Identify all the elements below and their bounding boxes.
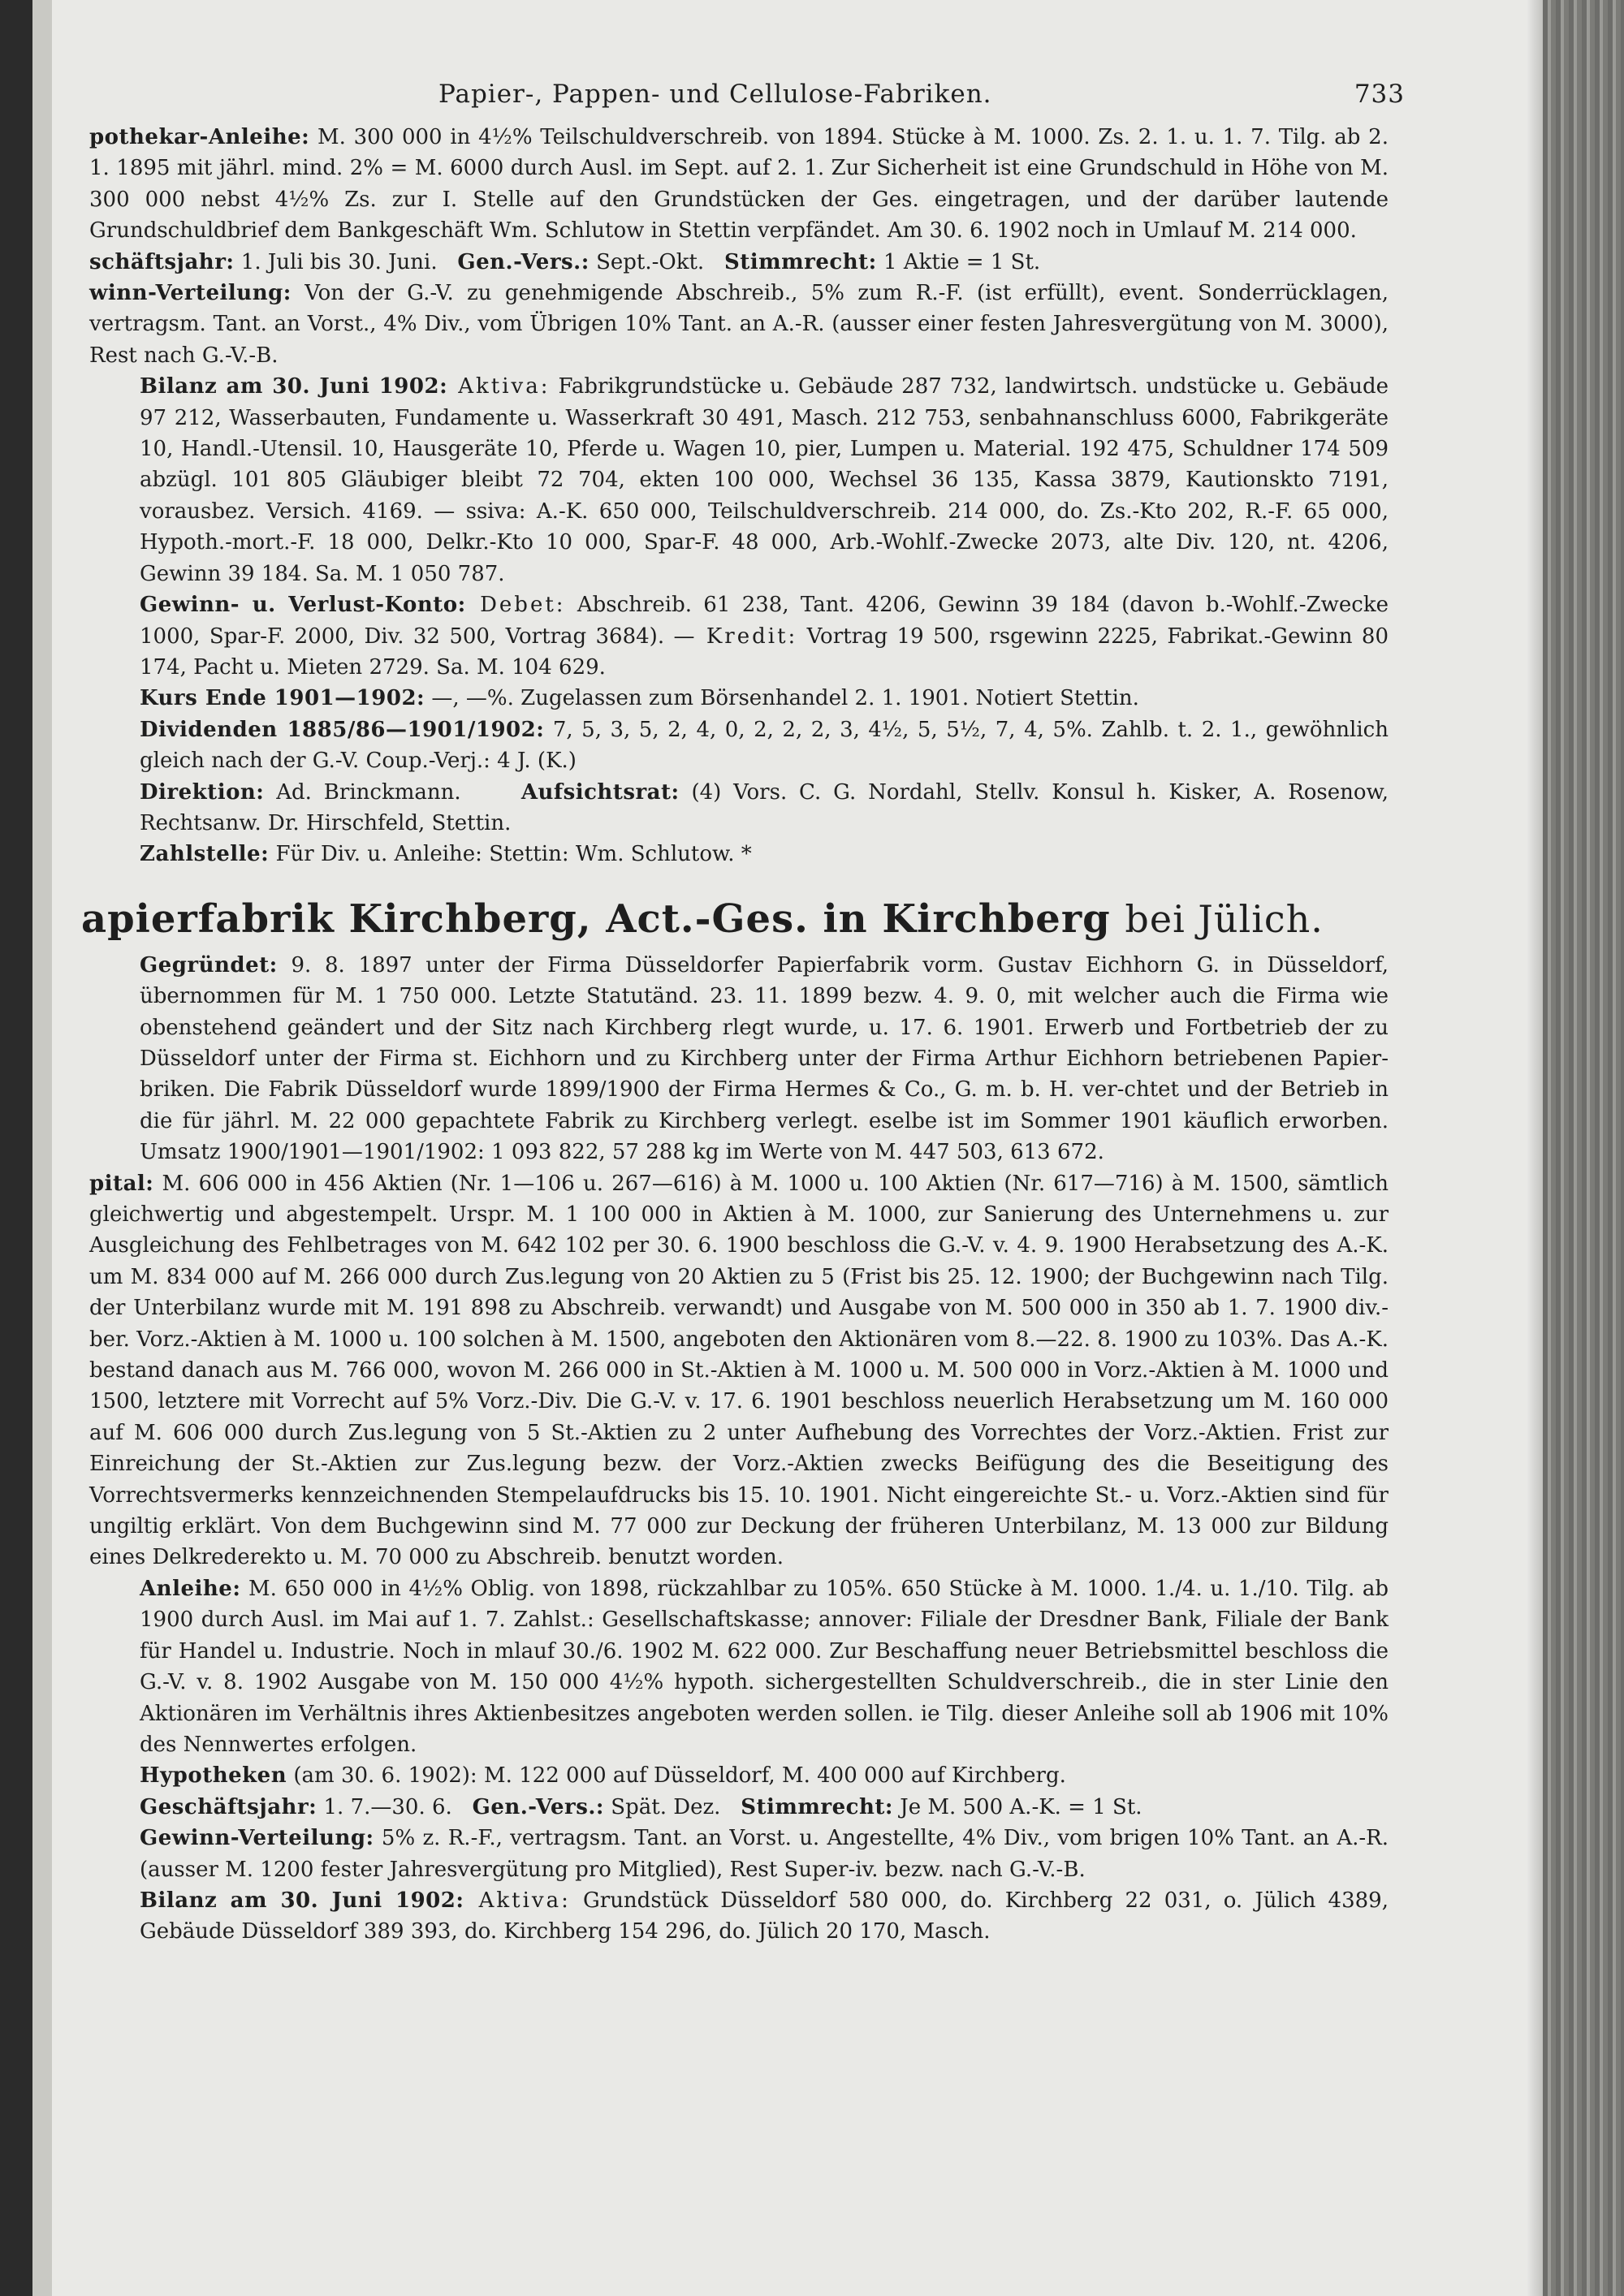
entry-zahlstelle: Zahlstelle: Für Div. u. Anleihe: Stettin: Wm. Schlutow. *: [140, 842, 752, 867]
entry-dividenden: Dividenden 1885/86—1901/1902: 7, 5, 3, 5, 2, 4, 0, 2, 2, 2, 3, 4½, 5, 5½, 7, 4, 5%. Zahlb. t. 2. 1., gewöhnlich gleich nach der G.-V. Coup.-Verj.: 4 J. (K.): [140, 717, 1389, 774]
scan-left-margin: [32, 0, 52, 2296]
section-previous-company: [89, 122, 1389, 870]
entry-gewinn-verteilung: winn-Verteilung: Von der G.-V. zu genehmigende Abschreib., 5% zum R.-F. (ist erfüllt), event. Sonderrücklagen, vertragsm. Tant. an Vorst., 4% Div., vom Übrigen 10% Tant. an A.-R. (ausser einer festen Jahresvergütung von M. 3000), Rest nach G.-V.-B.: [89, 281, 1389, 368]
page-content: [81, 73, 1405, 1948]
entry-hypotheken: Hypotheken (am 30. 6. 1902): M. 122 000 auf Düsseldorf, M. 400 000 auf Kirchberg.: [140, 1763, 1066, 1789]
entry-bilanz: Bilanz am 30. Juni 1902: Aktiva: Fabrikgrundstücke u. Gebäude 287 732, landwirtsch. undstücke u. Gebäude 97 212, Wasserbauten, Fundamente u. Wasserkraft 30 491, Masch. 212 753, senbahnanschluss 6000, Fabrikgeräte 10, Handl.-Utensil. 10, Hausgeräte 10, Pferde u. Wagen 10, pier, Lumpen u. Material. 192 475, Schuldner 174 509 abzügl. 101 805 Gläubiger bleibt 72 704, ekten 100 000, Wechsel 36 135, Kassa 3879, Kautionskto 7191, vorausbez. Versich. 4169. — ssiva: A.-K. 650 000, Teilschuldverschreib. 214 000, do. Zs.-Kto 202, R.-F. 65 000, Hypoth.-mort.-F. 18 000, Delkr.-Kto 10 000, Spar-F. 48 000, Arb.-Wohlf.-Zwecke 2073, alte Div. 120, nt. 4206, Gewinn 39 184. Sa. M. 1 050 787.: [140, 374, 1389, 586]
scan-right-edge: [1543, 0, 1624, 2296]
page-number: 733: [1354, 80, 1405, 109]
entry-gewinn-verlust-konto: Gewinn- u. Verlust-Konto: Debet: Abschreib. 61 238, Tant. 4206, Gewinn 39 184 (davon b.-Wohlf.-Zwecke 1000, Spar-F. 2000, Div. 32 500, Vortrag 3684). — Kredit: Vortrag 19 500, rsgewinn 2225, Fabrikat.-Gewinn 80 174, Pacht u. Mieten 2729. Sa. M. 104 629.: [140, 593, 1389, 680]
running-head: [89, 73, 1405, 122]
running-title: Papier-, Pappen- und Cellulose-Fabriken.: [438, 80, 992, 109]
company-heading: [81, 893, 1389, 945]
company-name: apierfabrik Kirchberg, Act.-Ges. in Kirchberg: [81, 896, 1111, 942]
entry-direktion: Direktion: Ad. Brinckmann. Aufsichtsrat: (4) Vors. C. G. Nordahl, Stellv. Konsul h. Kisker, A. Rosenow, Rechtsanw. Dr. Hirschfeld, Stettin.: [140, 779, 1389, 835]
entry-hypothekar-anleihe: pothekar-Anleihe: M. 300 000 in 4½% Teilschuldverschreib. von 1894. Stücke à M. 1000. Zs. 2. 1. u. 1. 7. Tilg. ab 2. 1. 1895 mit jährl. mind. 2% = M. 6000 durch Ausl. im Sept. auf 2. 1. Zur Sicherheit ist eine Grundschuld in Höhe von M. 300 000 nebst 4½% Zs. zur I. Stelle auf den Grundstücken der Ges. eingetragen, und der darüber lautende Grundschuldbrief dem Bankgeschäft Wm. Schlutow in Stettin verpfändet. Am 30. 6. 1902 noch in Umlauf M. 214 000.: [89, 125, 1389, 244]
entry-geschaeftsjahr: schäftsjahr: 1. Juli bis 30. Juni. Gen.-Vers.: Sept.-Okt. Stimmrecht: 1 Aktie = 1 St.: [89, 249, 1041, 274]
entry-anleihe: Anleihe: M. 650 000 in 4½% Oblig. von 1898, rückzahlbar zu 105%. 650 Stücke à M. 1000. 1./4. u. 1./10. Tilg. ab 1900 durch Ausl. im Mai auf 1. 7. Zahlst.: Gesellschaftskasse; annover: Filiale der Dresdner Bank, Filiale der Bank für Handel u. Industrie. Noch in mlauf 30./6. 1902 M. 622 000. Zur Beschaffung neuer Betriebsmittel beschloss die G.-V. v. 8. 1902 Ausgabe von M. 150 000 4½% hypoth. sichergestellten Schuldverschreib., die in ster Linie den Aktionären im Verhältnis ihres Aktienbesitzes angeboten werden sollen. ie Tilg. dieser Anleihe soll ab 1906 mit 10% des Nennwertes erfolgen.: [140, 1576, 1389, 1757]
scan-left-edge: [0, 0, 32, 2296]
entry-gewinn-verteilung-2: Gewinn-Verteilung: 5% z. R.-F., vertragsm. Tant. an Vorst. u. Angestellte, 4% Div., vom brigen 10% Tant. an A.-R. (ausser M. 1200 fester Jahresvergütung pro Mitglied), Rest Super-iv. bezw. nach G.-V.-B.: [140, 1826, 1389, 1882]
entry-gegruendet: Gegründet: 9. 8. 1897 unter der Firma Düsseldorfer Papierfabrik vorm. Gustav Eichhorn G. in Düsseldorf, übernommen für M. 1 750 000. Letzte Statutänd. 23. 11. 1899 bezw. 4. 9. 0, mit welcher auch die Firma wie obenstehend geändert und der Sitz nach Kirchberg rlegt wurde, u. 17. 6. 1901. Erwerb und Fortbetrieb der zu Düsseldorf unter der Firma st. Eichhorn und zu Kirchberg unter der Firma Arthur Eichhorn betriebenen Papier-briken. Die Fabrik Düsseldorf wurde 1899/1900 der Firma Hermes & Co., G. m. b. H. ver-chtet und der Betrieb in die für jährl. M. 22 000 gepachtete Fabrik zu Kirchberg verlegt. eselbe ist im Sommer 1901 käuflich erworben. Umsatz 1900/1901—1901/1902: 1 093 822, 57 288 kg im Werte von M. 447 503, 613 672.: [140, 952, 1389, 1165]
section-papierfabrik-kirchberg: [89, 950, 1389, 1948]
entry-kurs: Kurs Ende 1901—1902: —, —%. Zugelassen zum Börsenhandel 2. 1. 1901. Notiert Stettin.: [140, 686, 1139, 711]
entry-bilanz-2: Bilanz am 30. Juni 1902: Aktiva: Grundstück Düsseldorf 580 000, do. Kirchberg 22 031, o. Jülich 4389, Gebäude Düsseldorf 389 393, do. Kirchberg 154 296, do. Jülich 20 170, Masch.: [140, 1888, 1389, 1944]
company-location: bei Jülich.: [1125, 896, 1324, 941]
entry-kapital: pital: M. 606 000 in 456 Aktien (Nr. 1—106 u. 267—616) à M. 1000 u. 100 Aktien (Nr. 617—716) à M. 1500, sämtlich gleichwertig und abgestempelt. Urspr. M. 1 100 000 in Aktien à M. 1000, zur Sanierung des Unternehmens u. zur Ausgleichung des Fehlbetrages von M. 642 102 per 30. 6. 1900 beschloss die G.-V. v. 4. 9. 1900 Herabsetzung des A.-K. um M. 834 000 auf M. 266 000 durch Zus.legung von 20 Aktien zu 5 (Frist bis 25. 12. 1900; der Buchgewinn nach Tilg. der Unterbilanz wurde mit M. 191 898 zu Abschreib. verwandt) und Ausgabe von M. 500 000 in 350 ab 1. 7. 1900 div.-ber. Vorz.-Aktien à M. 1000 u. 100 solchen à M. 1500, angeboten den Aktionären vom 8.—22. 8. 1900 zu 103%. Das A.-K. bestand danach aus M. 766 000, wovon M. 266 000 in St.-Aktien à M. 1000 u. M. 500 000 in Vorz.-Aktien à M. 1000 und 1500, letztere mit Vorrecht auf 5% Vorz.-Div. Die G.-V. v. 17. 6. 1901 beschloss neuerlich Herabsetzung um M. 160 000 auf M. 606 000 durch Zus.legung von 5 St.-Aktien zu 2 unter Aufhebung des Vorrechtes der Vorz.-Aktien. Frist zur Einreichung der St.-Aktien zur Zus.legung bezw. der Vorz.-Aktien zwecks Beifügung des die Beseitigung des Vorrechtsvermerks kennzeichnenden Stempelaufdrucks bis 15. 10. 1901. Nicht eingereichte St.- u. Vorz.-Aktien sind für ungiltig erklärt. Von dem Buchgewinn sind M. 77 000 zur Deckung der früheren Unterbilanz, M. 13 000 zur Bildung eines Delkrederekto u. M. 70 000 zu Abschreib. benutzt worden.: [89, 1171, 1389, 1570]
entry-geschaeftsjahr-2: Geschäftsjahr: 1. 7.—30. 6. Gen.-Vers.: Spät. Dez. Stimmrecht: Je M. 500 A.-K. = 1 St.: [140, 1794, 1142, 1819]
